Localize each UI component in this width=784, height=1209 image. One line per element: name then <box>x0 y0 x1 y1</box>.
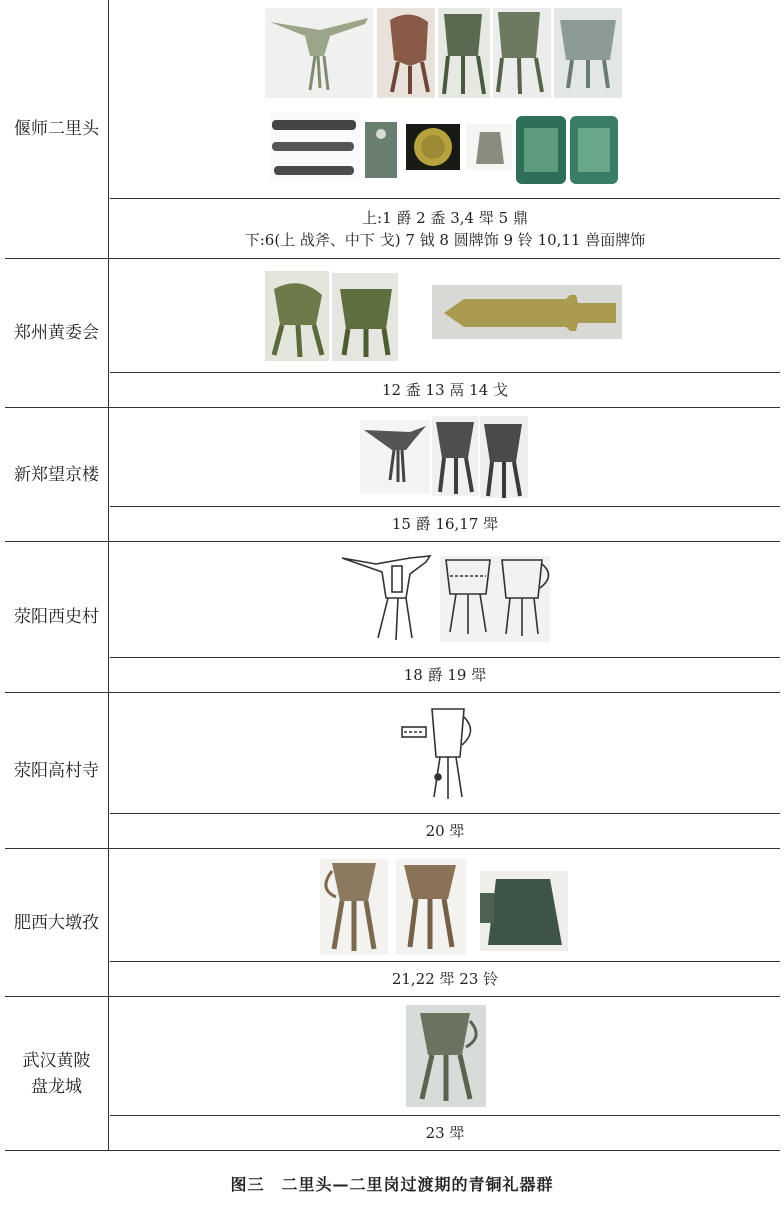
site-name: 新郑望京楼 <box>14 464 99 485</box>
site-name: 偃师二里头 <box>14 119 99 139</box>
artifact-drawings <box>110 542 779 657</box>
caption-cell <box>110 199 780 258</box>
table-row <box>5 259 780 408</box>
site-name-cell <box>5 259 109 407</box>
caption-cell <box>110 373 780 407</box>
site-name: 肥西大墩孜 <box>14 912 99 933</box>
site-name: 郑州黄委会 <box>14 323 99 343</box>
caption-line: 15 爵 16,17 斝 <box>391 515 499 533</box>
table-row <box>5 849 780 997</box>
caption-cell <box>110 1116 780 1150</box>
site-name-cell <box>5 542 109 692</box>
caption-line: 12 盉 13 鬲 14 戈 <box>381 381 509 399</box>
artifact-photos <box>110 408 779 506</box>
image-cell <box>110 693 780 814</box>
site-name-line: 盘龙城 <box>31 1076 82 1097</box>
site-name-cell <box>5 0 109 258</box>
table-row <box>5 542 780 693</box>
image-cell <box>110 997 780 1116</box>
table-row <box>5 693 780 849</box>
table-row <box>5 997 780 1151</box>
table-row <box>5 408 780 542</box>
artifact-photos <box>110 259 779 372</box>
caption-line: 23 斝 <box>425 1124 465 1142</box>
caption-cell <box>110 658 780 692</box>
site-name: 荥阳高村寺 <box>14 760 99 781</box>
drawing-jia <box>440 556 550 642</box>
site-name-cell <box>5 997 109 1150</box>
caption-line: 下:6(上 战斧、中下 戈) 7 钺 8 圆牌饰 9 铃 10,11 兽面牌饰 <box>244 230 646 249</box>
artifact-photos <box>110 997 779 1115</box>
drawing-jia <box>432 709 471 799</box>
artifact-drawings <box>110 693 779 813</box>
image-cell <box>110 408 780 507</box>
caption-cell <box>110 507 780 541</box>
caption-line: 20 斝 <box>425 822 465 840</box>
site-name-cell <box>5 693 109 848</box>
caption-line: 18 爵 19 斝 <box>403 666 487 684</box>
site-name-line: 武汉黄陂 <box>22 1050 91 1071</box>
caption-cell <box>110 962 780 996</box>
drawing-jue <box>342 556 430 640</box>
caption-cell <box>110 814 780 848</box>
site-name-cell <box>5 408 109 541</box>
image-cell <box>110 0 780 199</box>
site-name: 荥阳西史村 <box>14 607 99 627</box>
image-cell <box>110 542 780 658</box>
image-cell <box>110 259 780 373</box>
site-name-cell <box>5 849 109 996</box>
artifact-photos <box>110 849 779 961</box>
table-row <box>5 0 780 259</box>
caption-line: 上:1 爵 2 盉 3,4 斝 5 鼎 <box>362 208 528 227</box>
image-cell <box>110 849 780 962</box>
figure-caption: 图三 二里头—二里岗过渡期的青铜礼器群 <box>230 1175 554 1194</box>
artifact-photos <box>110 0 779 198</box>
caption-line: 21,22 斝 23 铃 <box>391 970 499 988</box>
